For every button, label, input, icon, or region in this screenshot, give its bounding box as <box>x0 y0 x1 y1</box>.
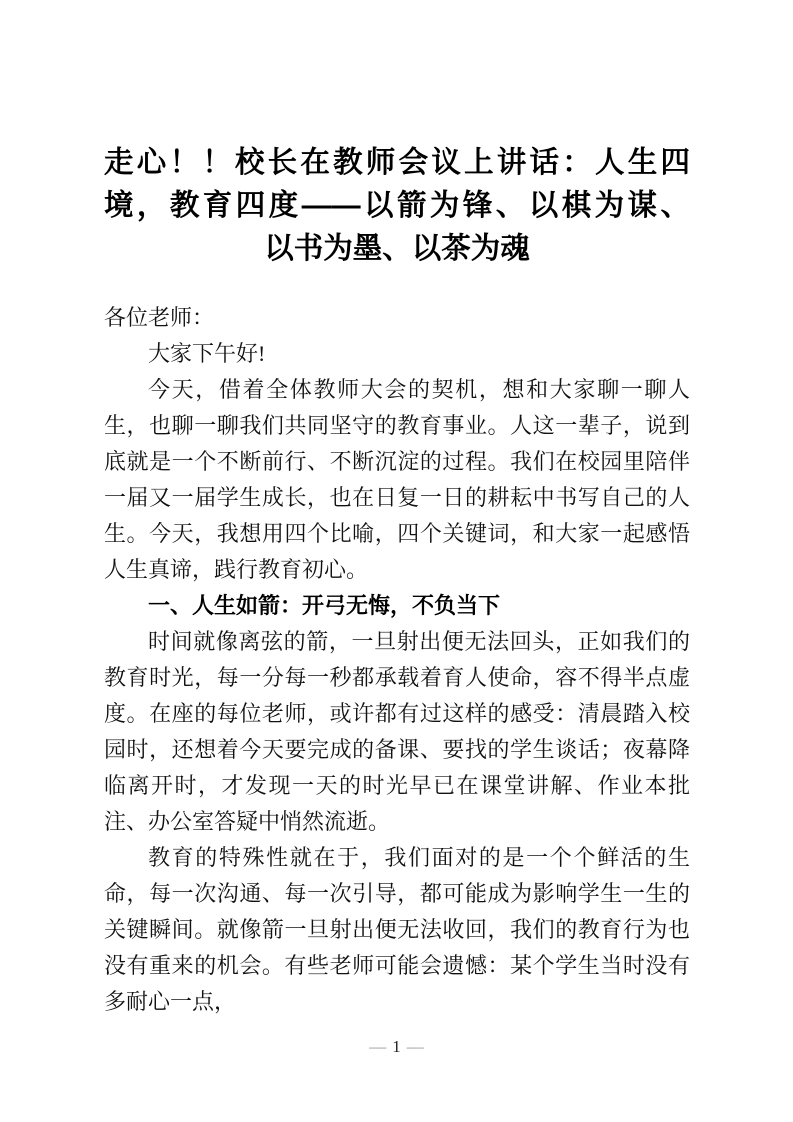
title-line-3: 以书为墨、以茶为魂 <box>264 232 530 265</box>
intro-paragraph: 今天，借着全体教师大会的契机，想和大家聊一聊人生，也聊一聊我们共同坚守的教育事业。人这一辈子，说到底就是一个不断前行、不断沉淀的过程。我们在校园里陪伴一届又一届学生成长，也在日复一日的耕耘中书写自己的人生。今天，我想用四个比喻，四个关键词，和大家一起感悟人生真谛，践行教育初心。 <box>104 377 690 582</box>
page-number: 1 <box>392 1037 401 1056</box>
section-heading-1: 一、人生如箭：开弓无悔，不负当下 <box>148 593 501 618</box>
section-paragraph-1: 时间就像离弦的箭，一旦射出便无法回头，正如我们的教育时光，每一分每一秒都承载着育人使命，容不得半点虚度。在座的每位老师，或许都有过这样的感受：清晨踏入校园时，还想着今天要完成的备课、要找的学生谈话；夜幕降临离开时，才发现一天的时光早已在课堂讲解、作业本批注、办公室答疑中悄然流逝。 <box>104 629 690 834</box>
greeting: 大家下午好! <box>148 341 266 366</box>
footer-dash-right: — <box>406 1037 424 1056</box>
page-footer <box>0 1036 793 1058</box>
section-paragraph-2: 教育的特殊性就在于，我们面对的是一个个鲜活的生命，每一次沟通、每一次引导，都可能成为影响学生一生的关键瞬间。就像箭一旦射出便无法收回，我们的教育行为也没有重来的机会。有些老师可能会遗憾：某个学生当时没有多耐心一点， <box>104 845 690 1014</box>
document-body <box>104 300 690 1020</box>
salutation: 各位老师： <box>104 305 215 330</box>
page-title <box>104 0 690 270</box>
page-content <box>104 0 690 1020</box>
title-line-2: 境，教育四度——以箭为锋、以棋为谋、 <box>104 189 690 222</box>
footer-dash-left: — <box>369 1037 387 1056</box>
title-line-1: 走心！！校长在教师会议上讲话：人生四 <box>104 146 690 179</box>
